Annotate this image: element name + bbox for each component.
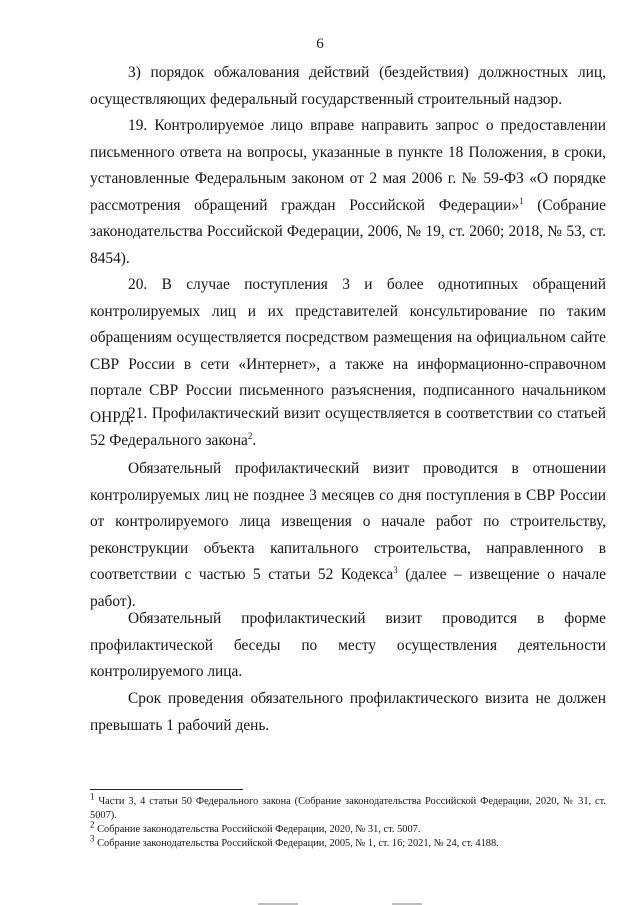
footnote-reference: 2	[247, 430, 253, 441]
paragraph-text-continued: (Собрание законодательства Российской Федерации, 2006, № 19, ст. 2060; 2018, № 53, ст. 8454).	[90, 196, 606, 267]
paragraph-text: 21. Профилактический визит осуществляется в соответствии со статьей 52 Федерального закона	[90, 405, 606, 449]
footnote-mark: 2	[90, 819, 95, 830]
paragraph-mandatory-visit-timing	[90, 456, 606, 616]
footnote-mark: 3	[90, 833, 95, 844]
paragraph-text: Срок проведения обязательного профилактического визита не должен превышать 1 рабочий день.	[90, 690, 606, 734]
paragraph-mandatory-visit-form	[90, 606, 606, 686]
footnote-separator	[90, 789, 243, 790]
footnote-item	[90, 791, 606, 823]
footnote-text: Собрание законодательства Российской Федерации, 2005, № 1, ст. 16; 2021, № 24, ст. 4188.	[94, 838, 499, 849]
paragraph-item-3	[90, 60, 606, 113]
paragraph-text: 3) порядок обжалования действий (бездействия) должностных лиц, осуществляющих федеральный государственный строительный надзор.	[90, 64, 606, 108]
footnote-text: Собрание законодательства Российской Федерации, 2020, № 31, ст. 5007.	[94, 824, 421, 835]
footnote-reference: 1	[519, 195, 524, 206]
paragraph-clause-21	[90, 401, 606, 454]
paragraph-text: Обязательный профилактический визит проводится в отношении контролируемых лиц не позднее 3 месяцев со дня поступления в СВР России от контролируемого лица извещения о начале работ по строительству, реконструкции объекта капитального строительства, направленного в соответствии с частью 5 статьи 52 Кодекса	[90, 460, 606, 584]
footnote-item	[90, 819, 606, 837]
footnote-text: Части 3, 4 статьи 50 Федерального закона (Собрание законодательства Российской Федерации, 2020, № 31, ст. 5007).	[90, 796, 606, 821]
paragraph-text-continued: .	[252, 431, 257, 449]
footnote-mark: 1	[90, 791, 95, 802]
paragraph-text: Обязательный профилактический визит проводится в форме профилактической беседы по месту осуществления деятельности контролируемого лица.	[90, 610, 606, 681]
footnotes	[90, 791, 606, 851]
footnote-item	[90, 833, 606, 851]
paragraph-clause-19	[90, 113, 606, 273]
paragraph-mandatory-visit-duration	[90, 686, 606, 739]
paragraph-text: 19. Контролируемое лицо вправе направить запрос о предоставлении письменного ответа на вопросы, указанные в пункте 18 Положения, в сроки, установленные Федеральным законом от 2 мая 2006 г. № 59-ФЗ «О порядке рассмотрения обращений граждан Российской Федерации»	[90, 117, 606, 214]
page-number: 6	[316, 36, 324, 52]
paragraph-text-continued: (далее – извещение о начале работ).	[90, 566, 606, 610]
footnote-reference: 3	[393, 565, 398, 576]
paragraph-text: 20. В случае поступления 3 и более однотипных обращений контролируемых лиц и их представителей консультирование по таким обращениям осуществляется посредством размещения на официальном сайте СВР России в сети «Интернет», а также на информационно-справочном портале СВР России письменного разъяснения, подписанного начальником ОНРД.	[90, 276, 606, 426]
